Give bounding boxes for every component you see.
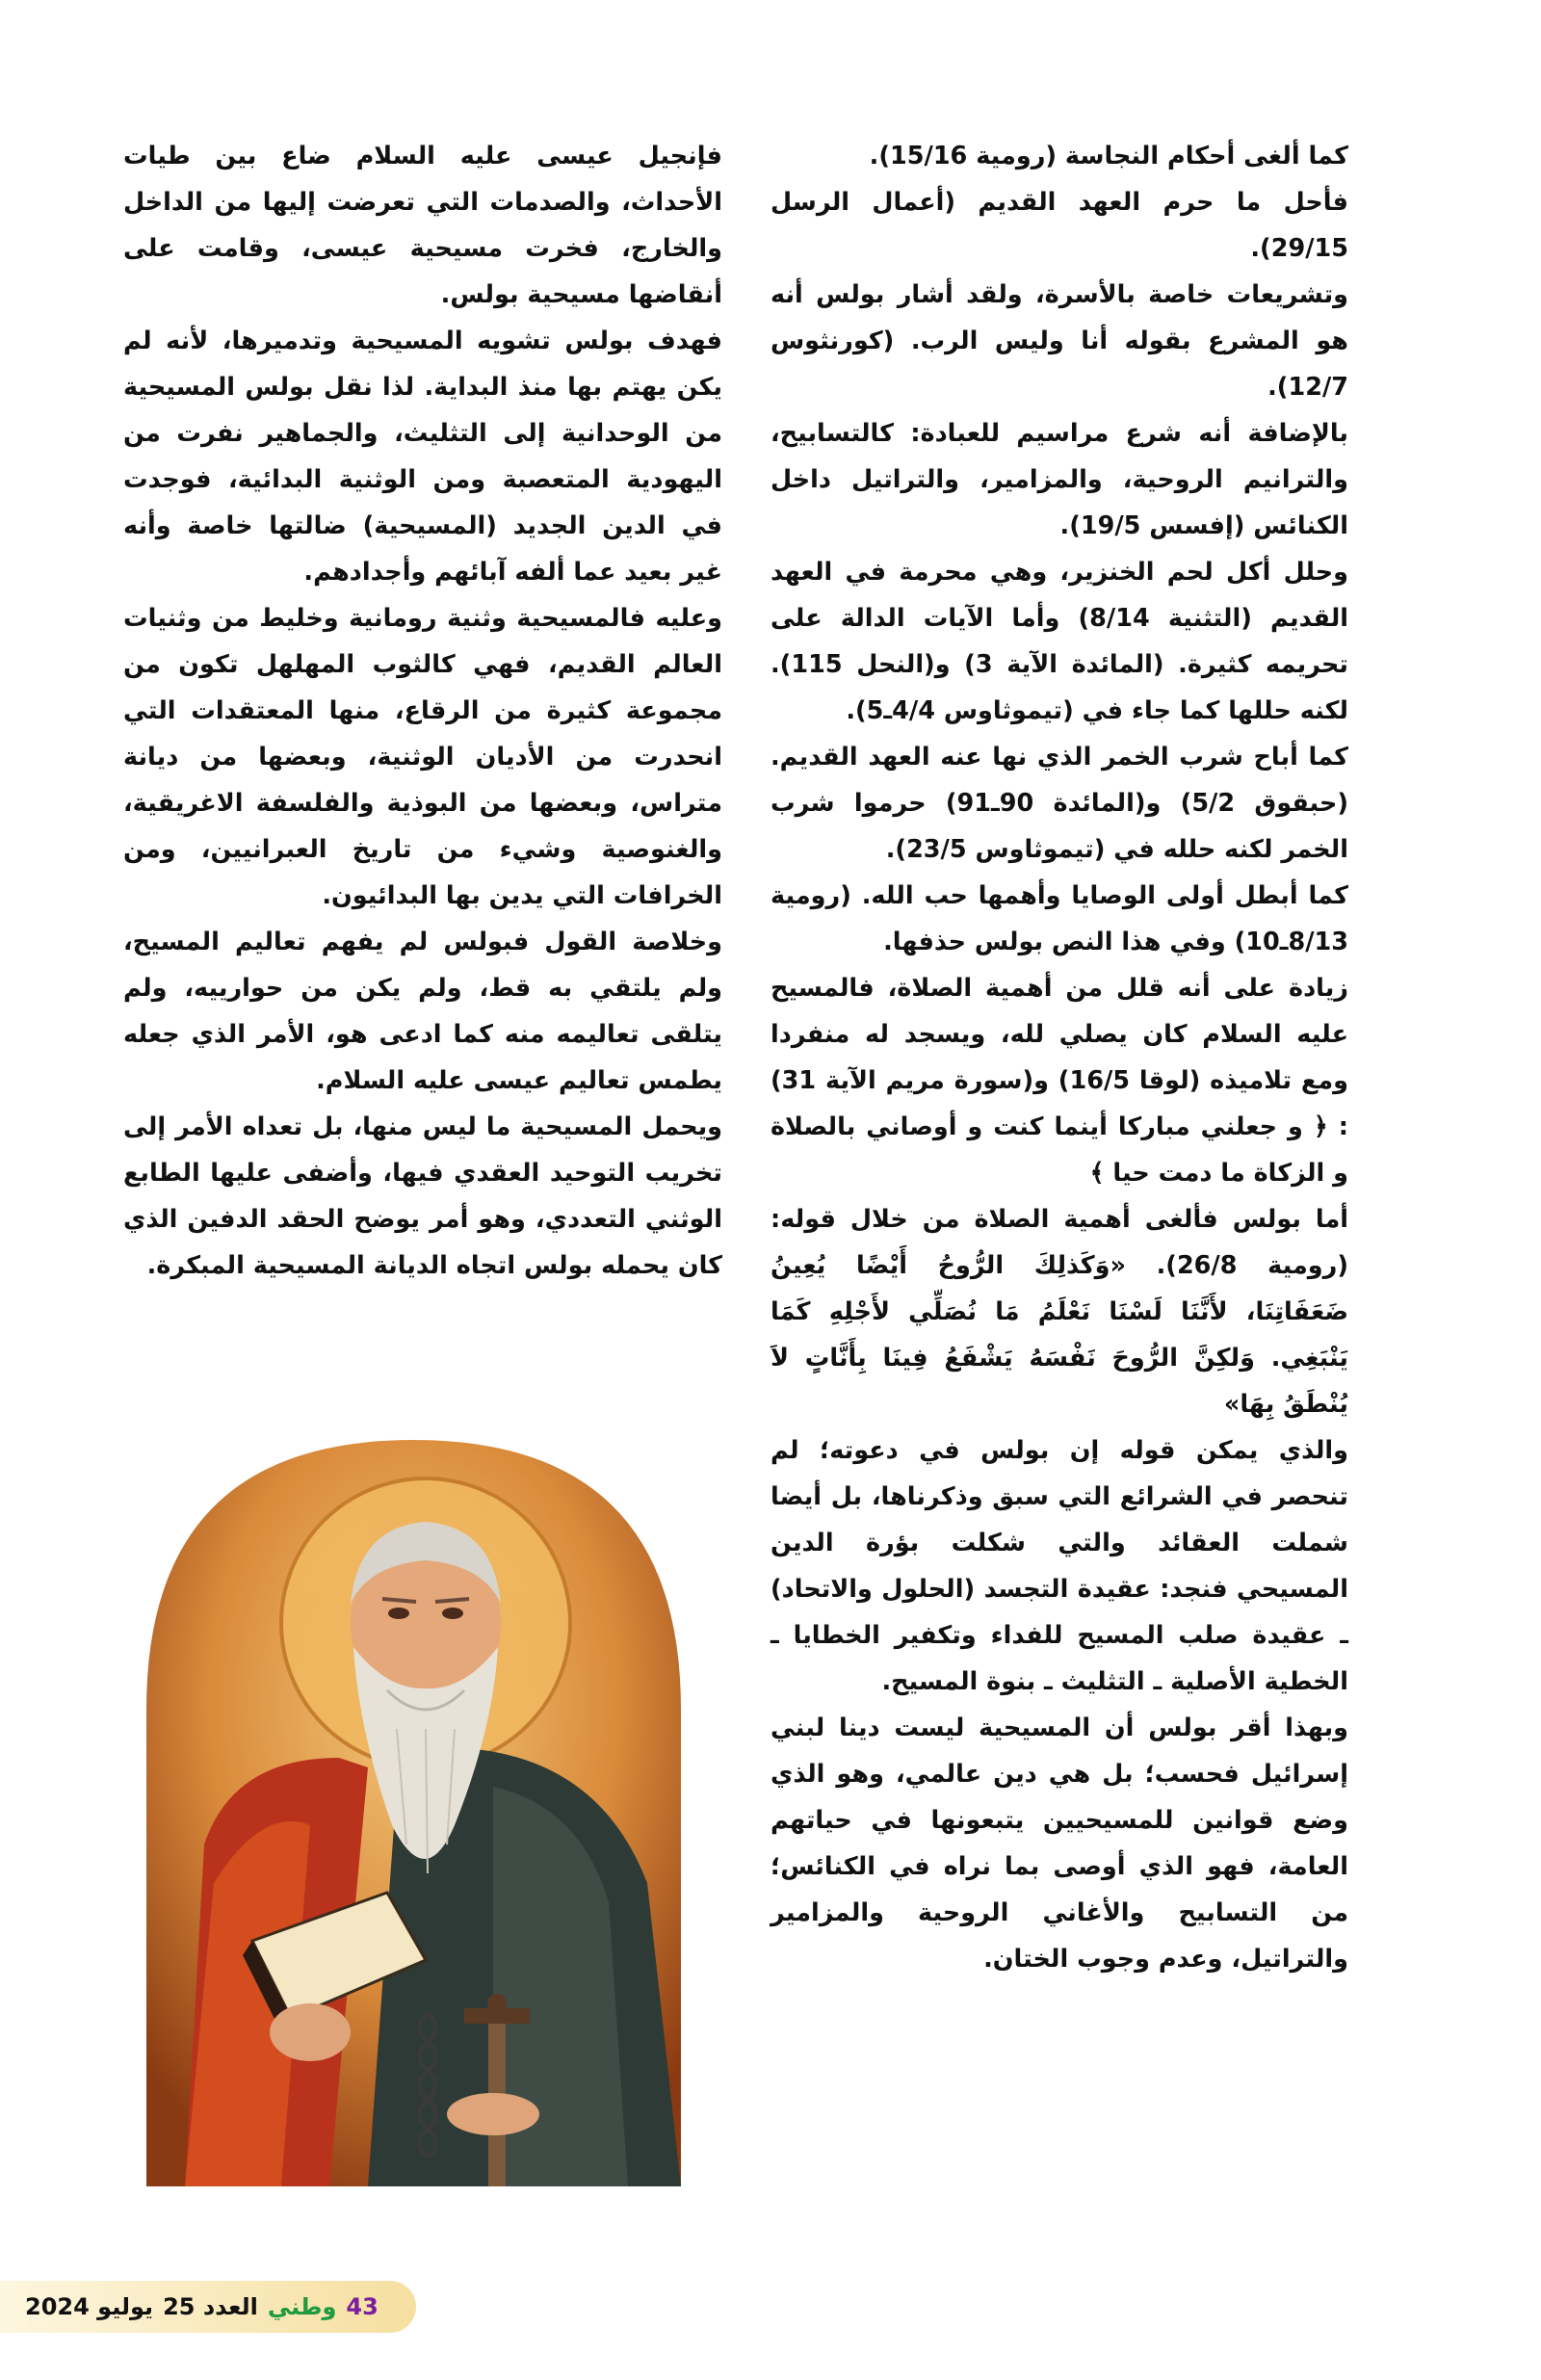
article-column-left	[123, 133, 722, 1289]
paragraph: أما بولس فألغى أهمية الصلاة من خلال قوله: (رومية 26/8). «وَكَذلِكَ الرُّوحُ أَيْضًا يُعِينُ ضَعَفَاتِنَا، لأَنَّنَا لَسْنَا نَعْلَمُ مَا نُصَلِّي لأَجْلِهِ كَمَا يَنْبَغِي. وَلكِنَّ الرُّوحَ نَفْسَهُ يَشْفَعُ فِينَا بِأَنَّاتٍ لاَ يُنْطَقُ بِهَا»	[770, 1205, 1348, 1419]
paragraph: فهدف بولس تشويه المسيحية وتدميرها، لأنه لم يكن يهتم بها منذ البداية. لذا نقل بولس المسيحية من الوحدانية إلى التثليث، والجماهير نفرت من اليهودية المتعصبة ومن الوثنية البدائية، فوجدت في الدين الجديد (المسيحية) ضالتها خاصة وأنه غير بعيد عما ألفه آبائهم وأجدادهم.	[123, 327, 722, 587]
paragraph: زيادة على أنه قلل من أهمية الصلاة، فالمسيح عليه السلام كان يصلي لله، ويسجد له منفردا ومع تلاميذه (لوقا 16/5) و(سورة مريم الآية 31) : ﴿ و جعلني مباركا أينما كنت و أوصاني بالصلاة و الزكاة ما دمت حيا ﴾	[770, 974, 1348, 1188]
paragraph: وتشريعات خاصة بالأسرة، ولقد أشار بولس أنه هو المشرع بقوله أنا وليس الرب. (كورنثوس 12/7).	[770, 280, 1348, 402]
paragraph: وخلاصة القول فبولس لم يفهم تعاليم المسيح، ولم يلتقي به قط، ولم يكن من حوارييه، ولم يتلقى تعاليمه منه كما ادعى هو، الأمر الذي جعله يطمس تعاليم عيسى عليه السلام.	[123, 928, 722, 1095]
paragraph: والذي يمكن قوله إن بولس في دعوته؛ لم تنحصر في الشرائع التي سبق وذكرناها، بل أيضا شملت العقائد والتي شكلت بؤرة الدين المسيحي فنجد: عقيدة التجسد (الحلول والاتحاد) ـ عقيدة صلب المسيح للفداء وتكفير الخطايا ـ الخطية الأصلية ـ التثليث ـ بنوة المسيح.	[770, 1436, 1348, 1696]
saint-paul-icon-painting	[146, 1440, 681, 2186]
paragraph: فأحل ما حرم العهد القديم (أعمال الرسل 29/15).	[770, 188, 1348, 263]
paragraph: وحلل أكل لحم الخنزير، وهي محرمة في العهد القديم (التثنية 8/14) وأما الآيات الدالة على تحريمه كثيرة. (المائدة الآية 3) و(النحل 115). لكنه حللها كما جاء في (تيموثاوس 4/4ـ5).	[770, 558, 1349, 725]
issue-number: العدد 25	[163, 2293, 258, 2320]
paragraph: كما أبطل أولى الوصايا وأهمها حب الله. (رومية 8/13ـ10) وفي هذا النص بولس حذفها.	[770, 881, 1348, 956]
paragraph: كما أباح شرب الخمر الذي نها عنه العهد القديم. (حبقوق 5/2) و(المائدة 90ـ91) حرموا شرب الخمر لكنه حلله في (تيموثاوس 23/5).	[770, 743, 1348, 864]
article-column-right	[770, 133, 1348, 1982]
paragraph: كما ألغى أحكام النجاسة (رومية 15/16).	[869, 142, 1348, 170]
page-footer	[0, 2281, 416, 2333]
paragraph: ويحمل المسيحية ما ليس منها، بل تعداه الأمر إلى تخريب التوحيد العقدي فيها، وأضفى عليها الطابع الوثني التعددي، وهو أمر يوضح الحقد الدفين الذي كان يحمله بولس اتجاه الديانة المسيحية المبكرة.	[123, 1112, 722, 1280]
issue-date: يوليو 2024	[25, 2293, 154, 2320]
paragraph: وبهذا أقر بولس أن المسيحية ليست دينا لبني إسرائيل فحسب؛ بل هي دين عالمي، وهو الذي وضع قوانين للمسيحيين يتبعونها في حياتهم العامة، فهو الذي أوصى بما نراه في الكنائس؛ من التسابيح والأغاني الروحية والمزامير والتراتيل، وعدم وجوب الختان.	[770, 1713, 1348, 1974]
paragraph: وعليه فالمسيحية وثنية رومانية وخليط من وثنيات العالم القديم، فهي كالثوب المهلهل تكون من مجموعة كثيرة من الرقاع، منها المعتقدات التي انحدرت من الأديان الوثنية، وبعضها من ديانة متراس، وبعضها من البوذية والفلسفة الاغريقية، والغنوصية وشيء من تاريخ العبرانيين، ومن الخرافات التي يدين بها البدائيون.	[123, 604, 722, 910]
paragraph: فإنجيل عيسى عليه السلام ضاع بين طيات الأحداث، والصدمات التي تعرضت إليها من الداخل والخارج، فخرت مسيحية عيسى، وقامت على أنقاضها مسيحية بولس.	[123, 142, 722, 309]
paragraph: بالإضافة أنه شرع مراسيم للعبادة: كالتسابيح، والترانيم الروحية، والمزامير، والتراتيل داخل الكنائس (إفسس 19/5).	[770, 419, 1348, 540]
page-number: 43	[346, 2293, 379, 2320]
magazine-name: وطني	[267, 2293, 337, 2320]
